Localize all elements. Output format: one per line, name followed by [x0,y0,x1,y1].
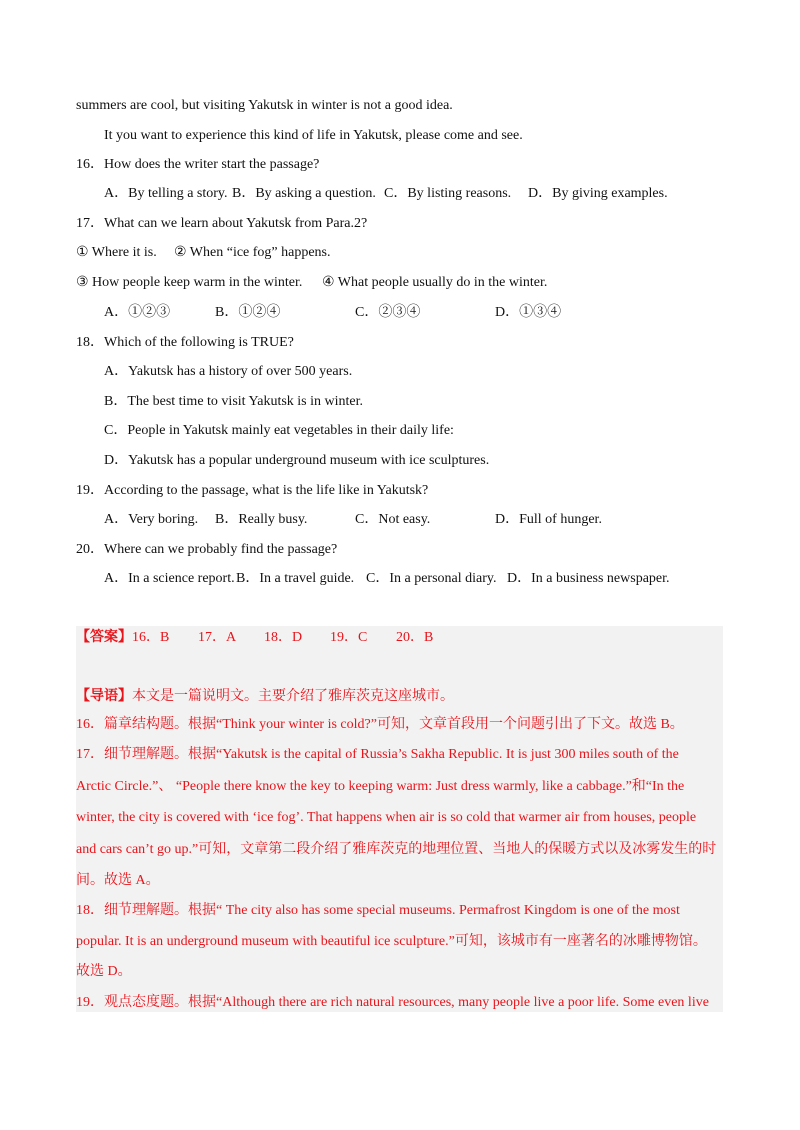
option-b: B．The best time to visit Yakutsk is in winter. [104,394,364,409]
option-c: C．In a personal diary. [366,571,497,586]
option-c: C．Not easy. [355,512,431,527]
answer-item: 19．C [330,630,368,645]
option-d: D．Full of hunger. [495,512,602,527]
explanation-line: 18．细节理解题。根据“ The city also has some special museums. Permafrost Kingdom is one of the most [76,903,680,918]
explanation-line: and cars can’t go up.”可知，文章第二段介绍了雅库茨克的地理位置、当地人的保暖方式以及冰雾发生的时 [76,842,717,857]
explanation-line: 16．篇章结构题。根据“Think your winter is cold?”可知，文章首段用一个问题引出了下文。故选 B。 [76,717,684,732]
option-b: B．Really busy. [215,512,308,527]
answer-item: 16．B [132,630,170,645]
option-d: D．In a business newspaper. [507,571,670,586]
explanation-line: 间。故选 A。 [76,873,160,888]
question-stem: 16．How does the writer start the passage? [76,157,320,172]
explanation-line: popular. It is an underground museum with beautiful ice sculpture.”可知，该城市有一座著名的冰雕博物馆。 [76,934,707,949]
option-a: A．Yakutsk has a history of over 500 years. [104,364,353,379]
passage-line: It you want to experience this kind of life in Yakutsk, please come and see. [104,128,523,143]
option-a: A．In a science report. [104,571,235,586]
answer-item: 20．B [396,630,434,645]
option-a: A．Very boring. [104,512,199,527]
option-d: D．By giving examples. [528,186,668,201]
option-c: C．②③④ [355,305,421,320]
option-a: A．①②③ [104,305,171,320]
guide-tag: 【导语】 [76,689,132,704]
option-c: C．People in Yakutsk mainly eat vegetables in their daily life: [104,423,454,438]
question-stem: 20．Where can we probably find the passage? [76,542,338,557]
option-d: D．①③④ [495,305,562,320]
explanation-line: 故选 D。 [76,964,132,979]
question-stem: 19．According to the passage, what is the life like in Yakutsk? [76,483,429,498]
passage-line: summers are cool, but visiting Yakutsk in winter is not a good idea. [76,98,453,113]
guide-text: 本文是一篇说明文。主要介绍了雅库茨克这座城市。 [132,689,454,704]
statement-item: ④ What people usually do in the winter. [322,275,548,290]
answer-item: 18．D [264,630,303,645]
option-c: C．By listing reasons. [384,186,512,201]
option-a: A．By telling a story. [104,186,228,201]
explanation-line: 19．观点态度题。根据“Although there are rich natural resources, many people live a poor life. Some even live [76,995,709,1010]
explanation-line: 17．细节理解题。根据“Yakutsk is the capital of Russia’s Sakha Republic. It is just 300 miles south of the [76,747,679,762]
statement-item: ① Where it is. [76,245,157,260]
statement-item: ③ How people keep warm in the winter. [76,275,303,290]
option-b: B．①②④ [215,305,281,320]
option-b: B．In a travel guide. [236,571,355,586]
option-b: B．By asking a question. [232,186,376,201]
option-d: D．Yakutsk has a popular underground museum with ice sculptures. [104,453,490,468]
question-stem: 17．What can we learn about Yakutsk from Para.2? [76,216,368,231]
explanation-line: Arctic Circle.”、 “People there know the key to keeping warm: Just dress warmly, like a cabbage.”和“In the [76,779,685,794]
answer-tag: 【答案】 [76,630,132,645]
question-stem: 18．Which of the following is TRUE? [76,335,294,350]
statement-item: ② When “ice fog” happens. [174,245,331,260]
answer-item: 17．A [198,630,237,645]
explanation-line: winter, the city is covered with ‘ice fog’. That happens when air is so cold that warmer air from houses, people [76,810,697,825]
